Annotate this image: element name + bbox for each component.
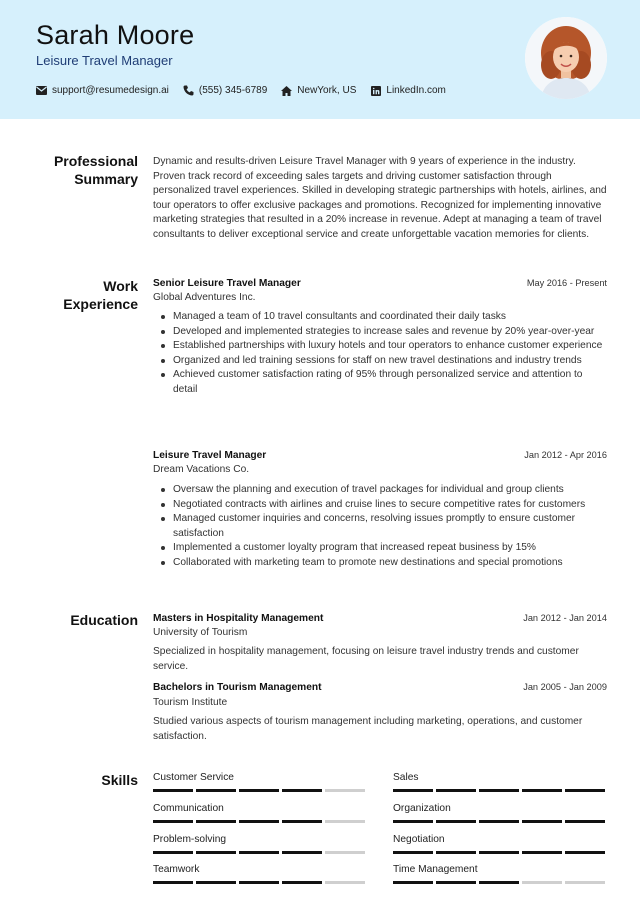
skill-level-bar bbox=[393, 881, 609, 884]
skill-level-segment bbox=[436, 851, 476, 854]
skill-level-segment bbox=[325, 820, 365, 823]
skill-level-segment bbox=[282, 789, 322, 792]
degree-description: Specialized in hospitality management, focusing on leisure travel industry trends and customer service. bbox=[153, 646, 579, 672]
skill-level-segment bbox=[282, 851, 322, 854]
job-company: Dream Vacations Co. bbox=[153, 464, 250, 475]
job-dates: May 2016 - Present bbox=[526, 278, 607, 288]
phone-icon bbox=[183, 85, 194, 96]
skill-level-segment bbox=[239, 851, 279, 854]
skill-level-segment bbox=[325, 789, 365, 792]
experience-heading-line2: Experience bbox=[63, 296, 138, 312]
skill-name: Organization bbox=[393, 803, 451, 814]
skill-level-segment bbox=[153, 789, 193, 792]
degree-dates: Jan 2005 - Jan 2009 bbox=[523, 682, 607, 692]
school-name: University of Tourism bbox=[153, 627, 248, 638]
skill-level-segment bbox=[522, 881, 562, 884]
skill-level-segment bbox=[325, 881, 365, 884]
degree-title: Masters in Hospitality Management bbox=[153, 613, 324, 624]
skill-item bbox=[393, 834, 609, 854]
list-item: Implemented a customer loyalty program that increased repeat business by 15% bbox=[173, 541, 609, 556]
education-heading: Education bbox=[70, 612, 138, 628]
list-item: Managed customer inquiries and concerns, resolving issues promptly to ensure customer satisfaction bbox=[173, 512, 609, 541]
list-item: Managed a team of 10 travel consultants and coordinated their daily tasks bbox=[173, 310, 609, 325]
job-bullet-list bbox=[173, 483, 609, 570]
skill-level-segment bbox=[239, 820, 279, 823]
skill-level-bar bbox=[393, 789, 609, 792]
degree-description: Studied various aspects of tourism management including marketing, operations, and customer satisfaction. bbox=[153, 716, 583, 742]
skill-level-segment bbox=[153, 851, 193, 854]
school-name: Tourism Institute bbox=[153, 697, 228, 708]
summary-heading-line2: Summary bbox=[74, 171, 138, 187]
header-band bbox=[0, 0, 640, 119]
skill-name: Problem-solving bbox=[153, 834, 227, 845]
skill-name: Customer Service bbox=[153, 772, 234, 783]
skill-level-bar bbox=[153, 851, 369, 854]
skill-item bbox=[153, 772, 369, 792]
skills-heading: Skills bbox=[101, 772, 138, 788]
candidate-name: Sarah Moore bbox=[36, 20, 195, 50]
skill-name: Negotiation bbox=[393, 834, 445, 845]
skill-level-segment bbox=[239, 789, 279, 792]
skill-level-segment bbox=[565, 789, 605, 792]
skill-level-segment bbox=[153, 820, 193, 823]
skill-item bbox=[153, 834, 369, 854]
skill-level-segment bbox=[196, 881, 236, 884]
skill-name: Teamwork bbox=[153, 864, 200, 875]
job-bullet-list bbox=[173, 310, 609, 397]
list-item: Negotiated contracts with airlines and cruise lines to secure competitive rates for customers bbox=[173, 498, 609, 513]
skill-level-segment bbox=[565, 851, 605, 854]
skill-level-bar bbox=[393, 820, 609, 823]
avatar bbox=[525, 17, 607, 99]
list-item: Organized and led training sessions for staff on new travel destinations and industry trends bbox=[173, 354, 609, 369]
skill-level-segment bbox=[153, 881, 193, 884]
envelope-icon bbox=[36, 85, 47, 96]
job-title-headline: Leisure Travel Manager bbox=[36, 53, 173, 68]
skill-level-segment bbox=[282, 881, 322, 884]
skill-level-segment bbox=[522, 820, 562, 823]
experience-heading bbox=[0, 277, 138, 313]
skill-level-segment bbox=[196, 789, 236, 792]
skill-name: Time Management bbox=[393, 864, 478, 875]
skill-level-segment bbox=[436, 789, 476, 792]
skill-level-segment bbox=[393, 851, 433, 854]
contact-email-text: support@resumedesign.ai bbox=[52, 85, 169, 96]
skill-name: Sales bbox=[393, 772, 419, 783]
skill-level-segment bbox=[393, 789, 433, 792]
list-item: Established partnerships with luxury hotels and tour operators to enhance customer experience bbox=[173, 339, 609, 354]
list-item: Achieved customer satisfaction rating of 95% through personalized service and attention to detail bbox=[173, 368, 609, 397]
summary-text: Dynamic and results-driven Leisure Travel Manager with 9 years of experience in the industry. Proven track record of exceeding sales targets and driving customer satisfaction through personalized travel experiences. Skilled in developing strategic partnerships with hotels, airlines, and tour operators to offer exclusive packages and promotions. Recognized for implementing innovative marketing strategies that resulted in a 20% increase in revenue. Adept at managing a team of travel consultants to deliver exceptional service and create unforgettable vacation memories for clients. bbox=[153, 156, 607, 240]
home-icon bbox=[281, 85, 292, 96]
skill-level-bar bbox=[153, 881, 369, 884]
contact-bar bbox=[36, 85, 460, 96]
contact-email[interactable] bbox=[36, 85, 169, 96]
linkedin-icon bbox=[370, 85, 381, 96]
skill-name: Communication bbox=[153, 803, 224, 814]
skill-level-segment bbox=[196, 820, 236, 823]
skill-item bbox=[393, 803, 609, 823]
skill-level-segment bbox=[479, 851, 519, 854]
degree-title: Bachelors in Tourism Management bbox=[153, 682, 322, 693]
skill-level-segment bbox=[479, 820, 519, 823]
skill-level-segment bbox=[393, 881, 433, 884]
skill-level-segment bbox=[565, 820, 605, 823]
degree-dates: Jan 2012 - Jan 2014 bbox=[523, 613, 607, 623]
skill-level-segment bbox=[479, 789, 519, 792]
skill-level-segment bbox=[436, 820, 476, 823]
list-item: Developed and implemented strategies to increase sales and revenue by 20% year-over-year bbox=[173, 325, 609, 340]
summary-heading bbox=[0, 152, 138, 188]
list-item: Oversaw the planning and execution of travel packages for individual and group clients bbox=[173, 483, 609, 498]
skill-level-bar bbox=[153, 789, 369, 792]
contact-linkedin[interactable] bbox=[370, 85, 445, 96]
experience-heading-line1: Work bbox=[103, 278, 138, 294]
skill-level-segment bbox=[479, 881, 519, 884]
skill-level-segment bbox=[239, 881, 279, 884]
skill-level-segment bbox=[325, 851, 365, 854]
skill-item bbox=[393, 864, 609, 884]
skill-level-segment bbox=[282, 820, 322, 823]
job-company: Global Adventures Inc. bbox=[153, 292, 256, 303]
skill-item bbox=[153, 864, 369, 884]
summary-heading-line1: Professional bbox=[53, 153, 138, 169]
contact-location-text: NewYork, US bbox=[297, 85, 357, 96]
job-title: Leisure Travel Manager bbox=[153, 450, 267, 461]
skill-level-segment bbox=[196, 851, 236, 854]
contact-phone[interactable] bbox=[183, 85, 267, 96]
contact-phone-text: (555) 345-6789 bbox=[198, 85, 268, 96]
job-dates: Jan 2012 - Apr 2016 bbox=[524, 450, 607, 460]
skill-level-segment bbox=[565, 881, 605, 884]
contact-location bbox=[281, 85, 356, 96]
skill-item bbox=[153, 803, 369, 823]
skill-item bbox=[393, 772, 609, 792]
skill-level-segment bbox=[393, 820, 433, 823]
skill-level-bar bbox=[153, 820, 369, 823]
job-title: Senior Leisure Travel Manager bbox=[153, 278, 301, 289]
skill-level-segment bbox=[522, 789, 562, 792]
list-item: Collaborated with marketing team to promote new destinations and special promotions bbox=[173, 556, 609, 571]
skill-level-segment bbox=[436, 881, 476, 884]
skill-level-segment bbox=[522, 851, 562, 854]
contact-linkedin-text: LinkedIn.com bbox=[386, 85, 446, 96]
skill-level-bar bbox=[393, 851, 609, 854]
